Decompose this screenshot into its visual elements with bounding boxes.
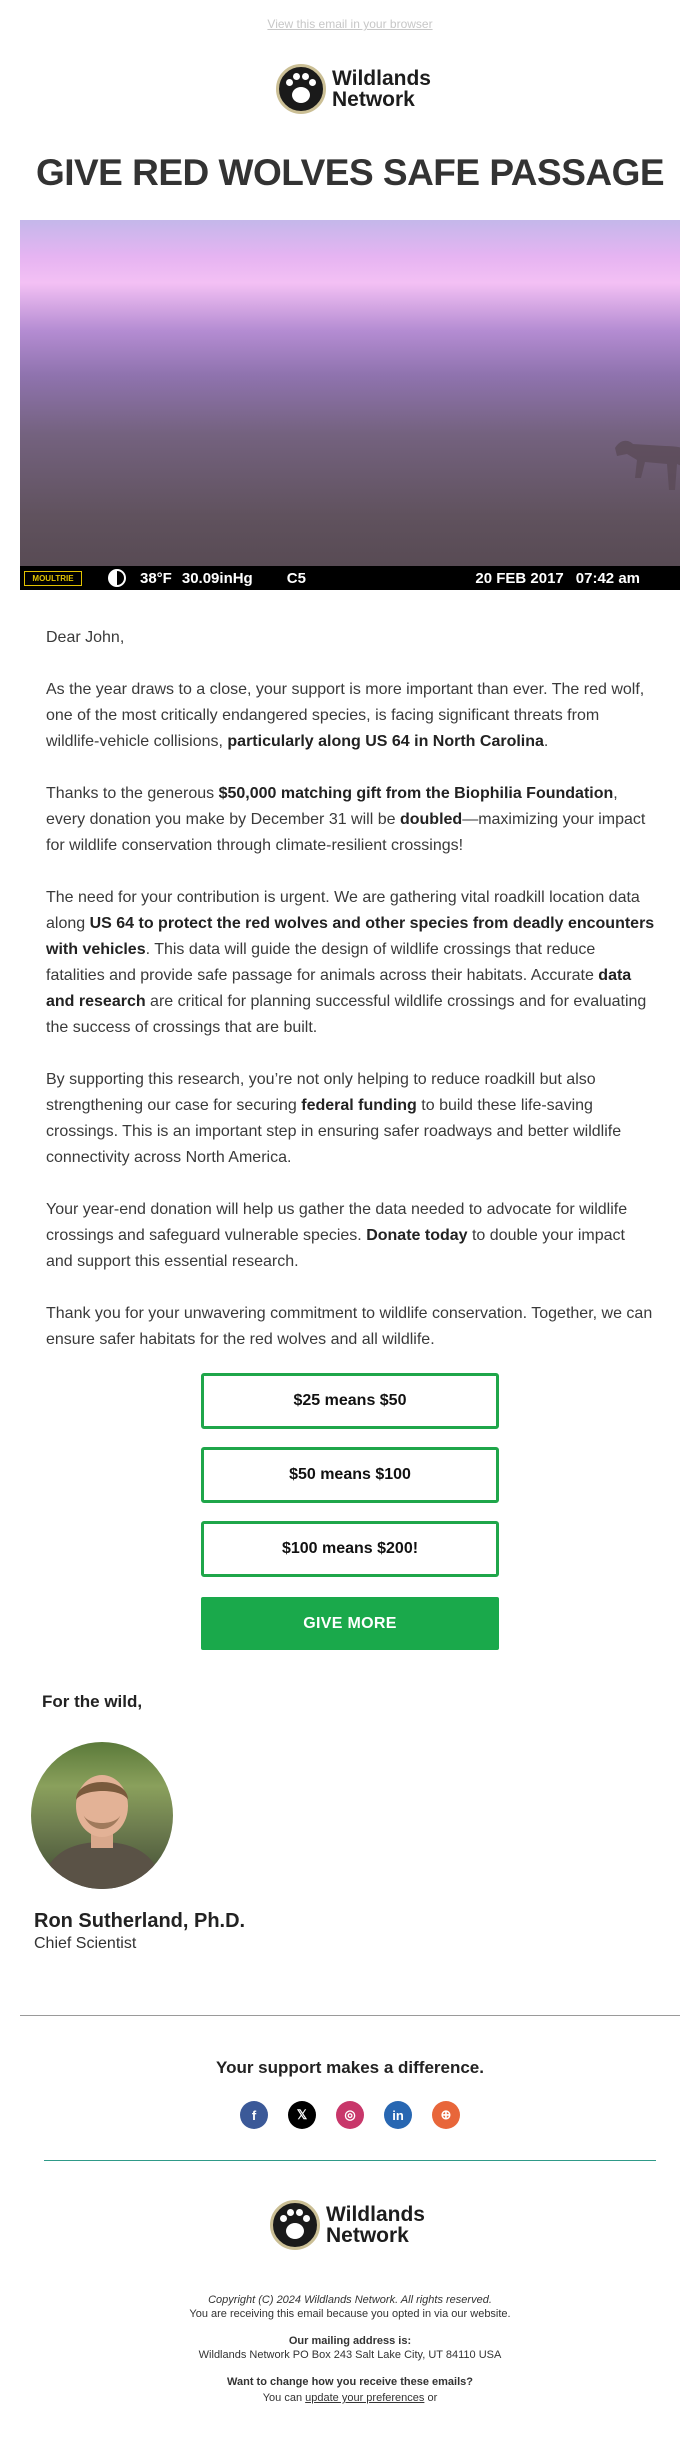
temperature: 38°F [140,569,172,587]
paragraph-4: By supporting this research, you’re not only helping to reduce roadkill but also strengthening our case for securing federal funding to build these life-saving crossings. This is an important step in ensuring safer roadways and better wildlife connectivity across North America. [46,1071,622,1166]
donate-100-button[interactable]: $100 means $200! [201,1521,499,1577]
donate-25-button[interactable]: $25 means $50 [201,1373,499,1429]
paragraph-2: Thanks to the generous $50,000 matching gift from the Biophilia Foundation, every donation you make by December 31 will be doubled—maximizing your impact for wildlife conservation through climate-resilient crossings! [46,785,646,854]
moon-phase-icon [108,569,126,587]
greeting: Dear John, [46,629,125,646]
hero-image [20,220,680,590]
section-divider [20,2015,680,2016]
footer-copyright: Copyright (C) 2024 Wildlands Network. All rights reserved. [208,2294,492,2306]
paragraph-1: As the year draws to a close, your support is more important than ever. The red wolf, one of the most critically endangered species, is facing significant threats from wildlife-vehicle collisions, particularly along US 64 in North Carolina. [46,681,645,750]
capture-date: 20 FEB 2017 [475,569,564,587]
change-label: Want to change how you receive these emails? [227,2376,473,2388]
linkedin-icon[interactable]: in [384,2101,412,2129]
facebook-icon[interactable]: f [240,2101,268,2129]
logo-wordmark: Wildlands Network [332,67,431,111]
teal-divider [44,2160,656,2161]
x-icon[interactable]: 𝕏 [288,2101,316,2129]
social-links [0,2101,700,2129]
footer-logo[interactable] [270,2200,425,2250]
paragraph-5: Your year-end donation will help us gather the data needed to advocate for wildlife crossings and safeguard vulnerable species. Donate today to double your impact and support this essential research. [46,1201,628,1270]
signer-title: Chief Scientist [34,1935,137,1952]
letter-body [46,625,656,1379]
avatar [31,1742,173,1889]
pressure: 30.09inHg [181,569,253,587]
change-prefs-line: You can update your preferences or [262,2392,438,2404]
instagram-icon[interactable]: ◎ [336,2101,364,2129]
headline: GIVE RED WOLVES SAFE PASSAGE [35,152,665,193]
update-preferences-link[interactable]: update your preferences [305,2392,425,2404]
donate-50-button[interactable]: $50 means $100 [201,1447,499,1503]
logo-wordmark: Wildlands Network [326,2203,425,2247]
portrait-illustration [31,1742,173,1889]
view-in-browser-link[interactable]: View this email in your browser [267,17,433,31]
paragraph-3: The need for your contribution is urgent. We are gathering vital roadkill location data along US 64 to protect the red wolves and other species from deadly encounters with vehicles. This data will guide the design of wildlife crossings that reduce fatalities and provide safe passage for animals across their habitats. Accurate data and research are critical for planning successful wildlife crossings and for evaluating the success of crossings that are built. [46,889,655,1036]
footer-reason: You are receiving this email because you opted in via our website. [189,2308,511,2320]
trail-cam-info-bar [20,566,680,590]
paragraph-6: Thank you for your unwavering commitment to wildlife conservation. Together, we can ensure safer habitats for the red wolves and all wildlife. [46,1305,653,1348]
mailing-address: Wildlands Network PO Box 243 Salt Lake City, UT 84110 USA [198,2349,502,2361]
header-logo[interactable] [276,64,431,114]
capture-time: 07:42 am [575,569,640,587]
paw-logo-icon [276,64,326,114]
closing: For the wild, [42,1692,143,1711]
website-icon[interactable]: ⊕ [432,2101,460,2129]
camera-brand-logo: MOULTRIE [24,571,82,586]
give-more-button[interactable]: GIVE MORE [201,1597,499,1650]
paw-logo-icon [270,2200,320,2250]
signer-name: Ron Sutherland, Ph.D. [34,1910,246,1932]
mailing-label: Our mailing address is: [288,2335,412,2347]
red-wolf-silhouette [605,430,680,490]
camera-id: C5 [286,569,306,587]
support-heading: Your support makes a difference. [216,2058,484,2077]
